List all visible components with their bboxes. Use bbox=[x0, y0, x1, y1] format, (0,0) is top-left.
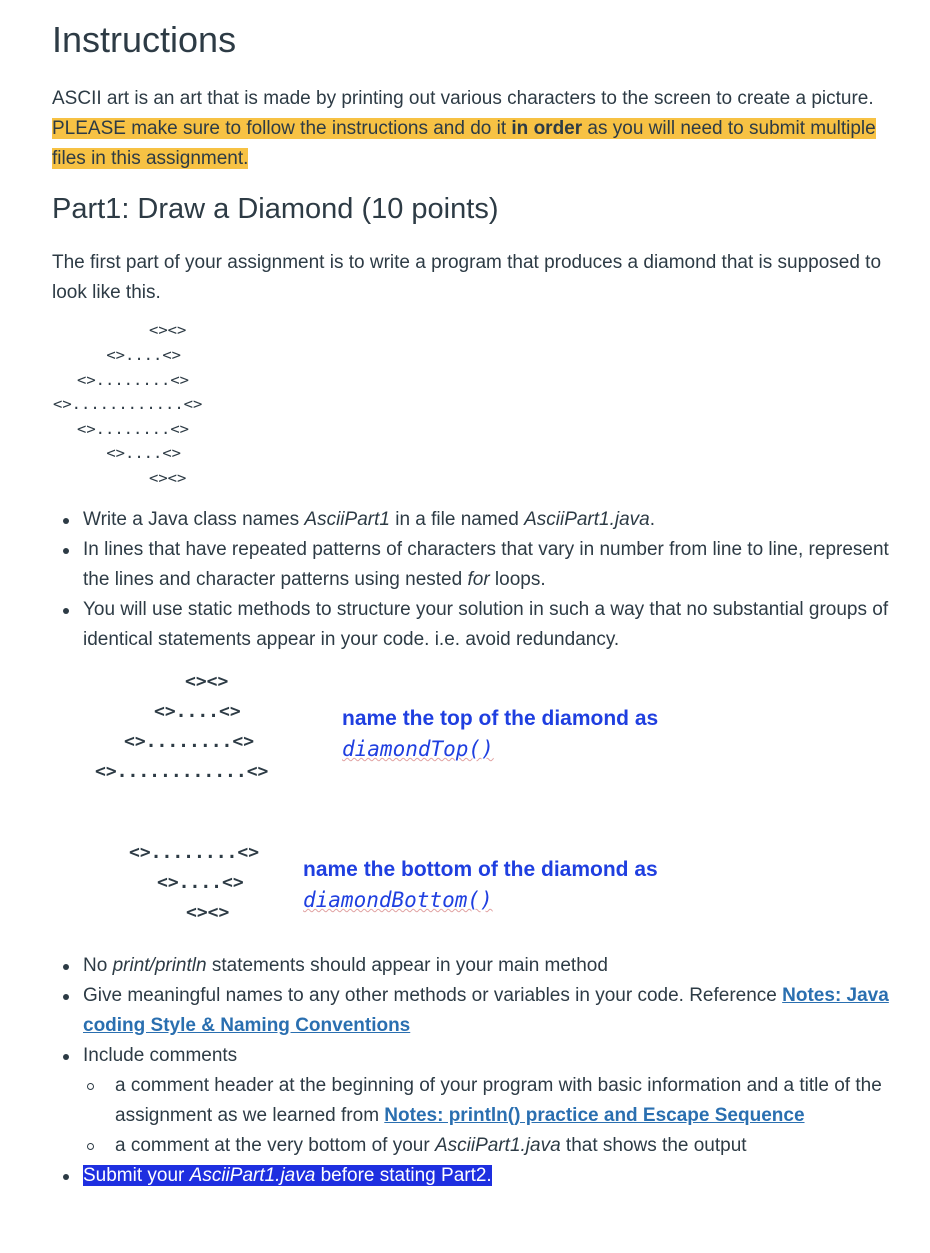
requirements-list bbox=[52, 505, 892, 655]
item-text: a comment header at the beginning of your program with basic information and a title of the assignment as we learned from bbox=[115, 1075, 882, 1126]
intro-highlight bbox=[52, 118, 876, 169]
page-title: Instructions bbox=[52, 19, 237, 60]
item-text: Give meaningful names to any other methods or variables in your code. Reference bbox=[83, 985, 783, 1006]
sublist-item bbox=[83, 1131, 892, 1161]
top-line: <>............<> bbox=[95, 761, 269, 782]
bottom-line: <><> bbox=[186, 902, 230, 923]
highlight-text-b: as you will need to submit multiple files in this assignment. bbox=[52, 118, 876, 169]
list-item bbox=[52, 951, 892, 981]
item-text: loops. bbox=[489, 569, 546, 590]
intro-paragraph bbox=[52, 84, 882, 174]
diamond-line: <>....<> bbox=[97, 346, 181, 364]
diamond-line: <>............<> bbox=[53, 395, 203, 413]
item-italic: AsciiPart1 bbox=[304, 509, 390, 530]
item-text: No bbox=[83, 955, 113, 976]
item-italic: AsciiPart1.java bbox=[524, 509, 650, 530]
item-italic: for bbox=[467, 569, 490, 590]
list-item bbox=[52, 1041, 892, 1161]
part1-description: The first part of your assignment is to write a program that produces a diamond that is supposed to look like this. bbox=[52, 252, 882, 303]
list-item bbox=[52, 1161, 892, 1191]
method-name: diamondTop() bbox=[342, 737, 494, 761]
sublist-item bbox=[83, 1071, 892, 1131]
item-text: Include comments bbox=[83, 1045, 238, 1066]
rules-list bbox=[52, 951, 892, 1191]
list-item bbox=[52, 505, 892, 535]
highlight-bold: in order bbox=[511, 118, 583, 139]
list-item bbox=[52, 595, 892, 655]
item-italic: AsciiPart1.java bbox=[434, 1135, 561, 1156]
item-text: Write a Java class names bbox=[83, 509, 305, 530]
bottom-line: <>....<> bbox=[157, 872, 244, 893]
diamond-top-note bbox=[342, 703, 658, 765]
comments-sublist bbox=[83, 1071, 892, 1161]
selected-text bbox=[83, 1165, 492, 1186]
intro-text: ASCII art is an art that is made by printing out various characters to the screen to create a picture. bbox=[52, 88, 874, 109]
item-text: In lines that have repeated patterns of characters that vary in number from line to line, represent the lines and character patterns using nested bbox=[83, 539, 889, 590]
item-text: statements should appear in your main method bbox=[206, 955, 608, 976]
println-practice-link[interactable]: Notes: println() practice and Escape Sequence bbox=[384, 1105, 805, 1126]
item-italic: AsciiPart1.java bbox=[189, 1165, 316, 1186]
note-text: name the bottom of the diamond as bbox=[303, 858, 658, 881]
item-text: Submit your bbox=[83, 1165, 190, 1186]
bottom-line: <>........<> bbox=[129, 842, 260, 863]
diamond-line: <><> bbox=[121, 321, 187, 339]
part1-heading: Part1: Draw a Diamond (10 points) bbox=[52, 193, 499, 225]
item-text: . bbox=[649, 509, 656, 530]
diamond-line: <>........<> bbox=[77, 420, 189, 438]
item-text: a comment at the very bottom of your bbox=[115, 1135, 435, 1156]
diamond-line: <>........<> bbox=[77, 371, 189, 389]
naming-conventions-link[interactable]: Notes: Java coding Style & Naming Conventions bbox=[83, 985, 889, 1036]
list-item bbox=[52, 981, 892, 1041]
top-line: <><> bbox=[185, 671, 229, 692]
item-italic: print/println bbox=[112, 955, 207, 976]
top-line: <>....<> bbox=[154, 701, 241, 722]
list-item bbox=[52, 535, 892, 595]
highlight-text-a: PLEASE make sure to follow the instructions and do it bbox=[52, 118, 512, 139]
diamond-line: <><> bbox=[121, 469, 187, 487]
diamond-line: <>....<> bbox=[97, 444, 181, 462]
diamond-bottom-note bbox=[303, 854, 658, 916]
method-name: diamondBottom() bbox=[303, 888, 493, 912]
top-line: <>........<> bbox=[124, 731, 255, 752]
item-text: You will use static methods to structure your solution in such a way that no substantial groups of identical statements appear in your code. i.e. avoid redundancy. bbox=[83, 599, 889, 650]
item-text: before stating Part2. bbox=[315, 1165, 492, 1186]
item-text: in a file named bbox=[389, 509, 525, 530]
item-text: that shows the output bbox=[560, 1135, 747, 1156]
note-text: name the top of the diamond as bbox=[342, 707, 659, 730]
